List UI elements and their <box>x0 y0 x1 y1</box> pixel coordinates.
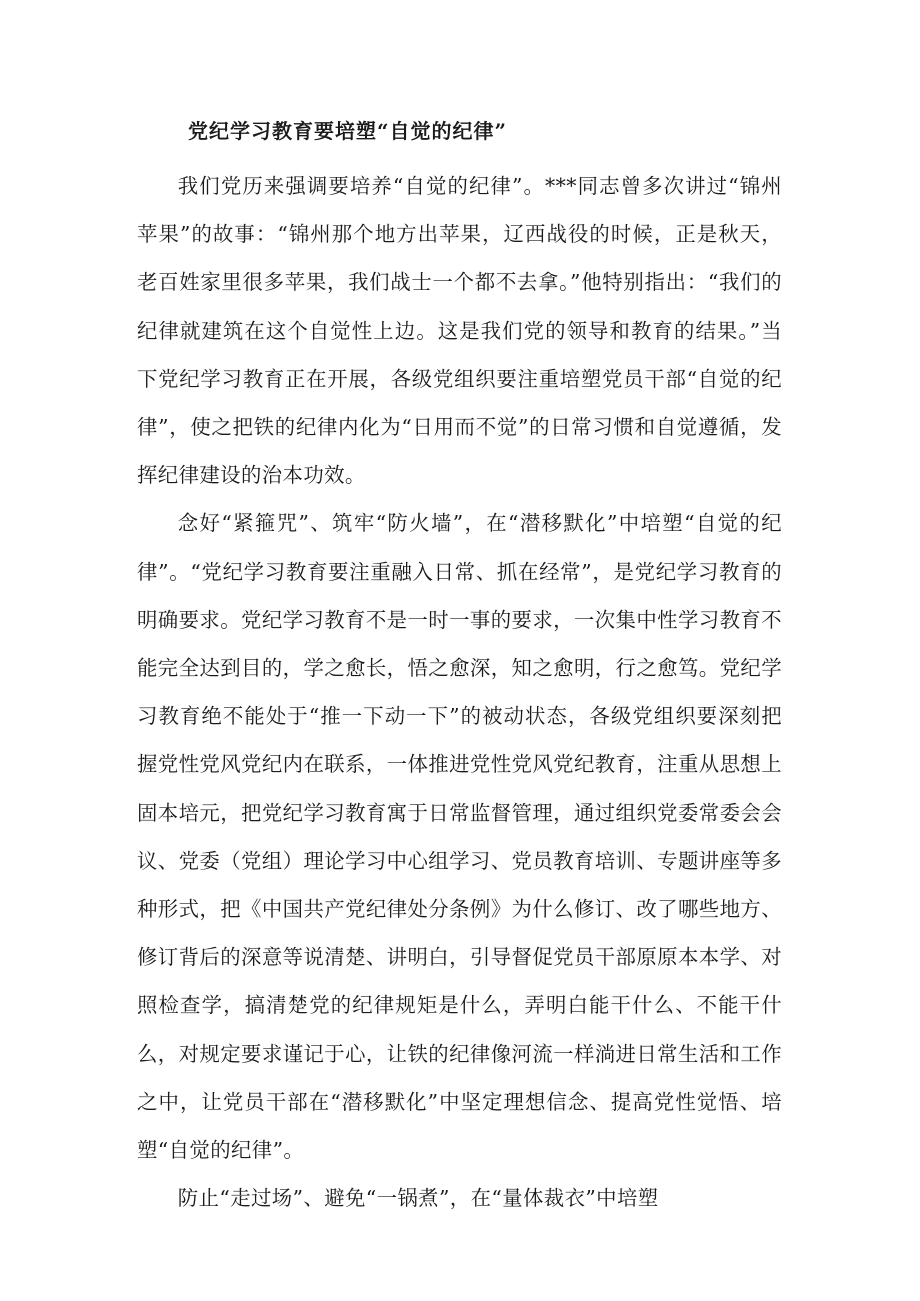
document-title: 党纪学习教育要培塑“自觉的纪律” <box>188 119 508 143</box>
paragraph-3: 防止“走过场”、避免“一锅煮”，在“量体裁衣”中培塑 <box>177 1186 659 1211</box>
document-body <box>137 162 782 1222</box>
paragraph-1: 我们党历来强调要培养“自觉的纪律”。***同志曾多次讲过“锦州苹果”的故事：“锦州那个地方出苹果，辽西战役的时候，正是秋天，老百姓家里很多苹果，我们战士一个都不去拿。”他特别指出：“我们的纪律就建筑在这个自觉性上边。这是我们党的领导和教育的结果。”当下党纪学习教育正在开展，各级党组织要注重培塑党员干部“自觉的纪律”，使之把铁的纪律内化为“日用而不觉”的日常习惯和自觉遵循，发挥纪律建设的治本功效。 <box>137 174 782 488</box>
paragraph-2: 念好“紧箍咒”、筑牢“防火墙”，在“潜移默化”中培塑“自觉的纪律”。“党纪学习教育要注重融入日常、抓在经常”，是党纪学习教育的明确要求。党纪学习教育不是一时一事的要求，一次集中性学习教育不能完全达到目的，学之愈长，悟之愈深，知之愈明，行之愈笃。党纪学习教育绝不能处于“推一下动一下”的被动状态，各级党组织要深刻把握党性党风党纪内在联系，一体推进党性党风党纪教育，注重从思想上固本培元，把党纪学习教育寓于日常监督管理，通过组织党委常委会会议、党委（党组）理论学习中心组学习、党员教育培训、专题讲座等多种形式，把《中国共产党纪律处分条例》为什么修订、改了哪些地方、修订背后的深意等说清楚、讲明白，引导督促党员干部原原本本学、对照检查学，搞清楚党的纪律规矩是什么，弄明白能干什么、不能干什么，对规定要求谨记于心，让铁的纪律像河流一样淌进日常生活和工作之中，让党员干部在“潜移默化”中坚定理想信念、提高党性觉悟、培塑“自觉的纪律”。 <box>137 511 782 1163</box>
